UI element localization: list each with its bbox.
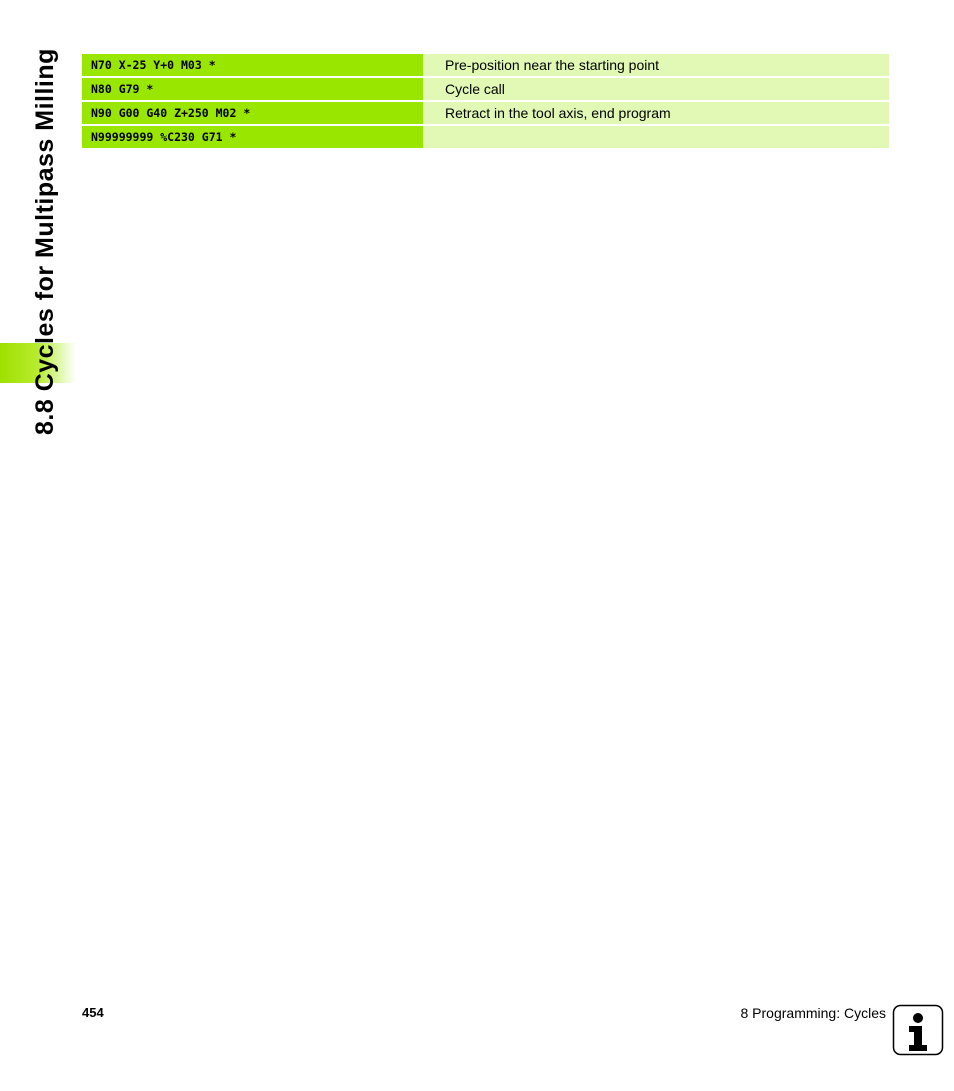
chapter-label: 8 Programming: Cycles	[740, 1005, 886, 1021]
table-row	[82, 126, 889, 148]
description-cell: Cycle call	[423, 78, 889, 100]
nc-code-cell: N70 X-25 Y+0 M03 *	[82, 54, 423, 76]
nc-code-cell: N90 G00 G40 Z+250 M02 *	[82, 102, 423, 124]
description-cell	[423, 126, 889, 148]
description-cell: Pre-position near the starting point	[423, 54, 889, 76]
table-row	[82, 78, 889, 100]
section-title: 8.8 Cycles for Multipass Milling	[31, 48, 59, 435]
table-row	[82, 102, 889, 124]
table-row	[82, 54, 889, 76]
nc-code-cell: N80 G79 *	[82, 78, 423, 100]
page-number: 454	[82, 1005, 104, 1020]
description-cell: Retract in the tool axis, end program	[423, 102, 889, 124]
nc-code-cell: N99999999 %C230 G71 *	[82, 126, 423, 148]
program-listing-table	[82, 54, 889, 150]
info-icon	[892, 1004, 944, 1056]
